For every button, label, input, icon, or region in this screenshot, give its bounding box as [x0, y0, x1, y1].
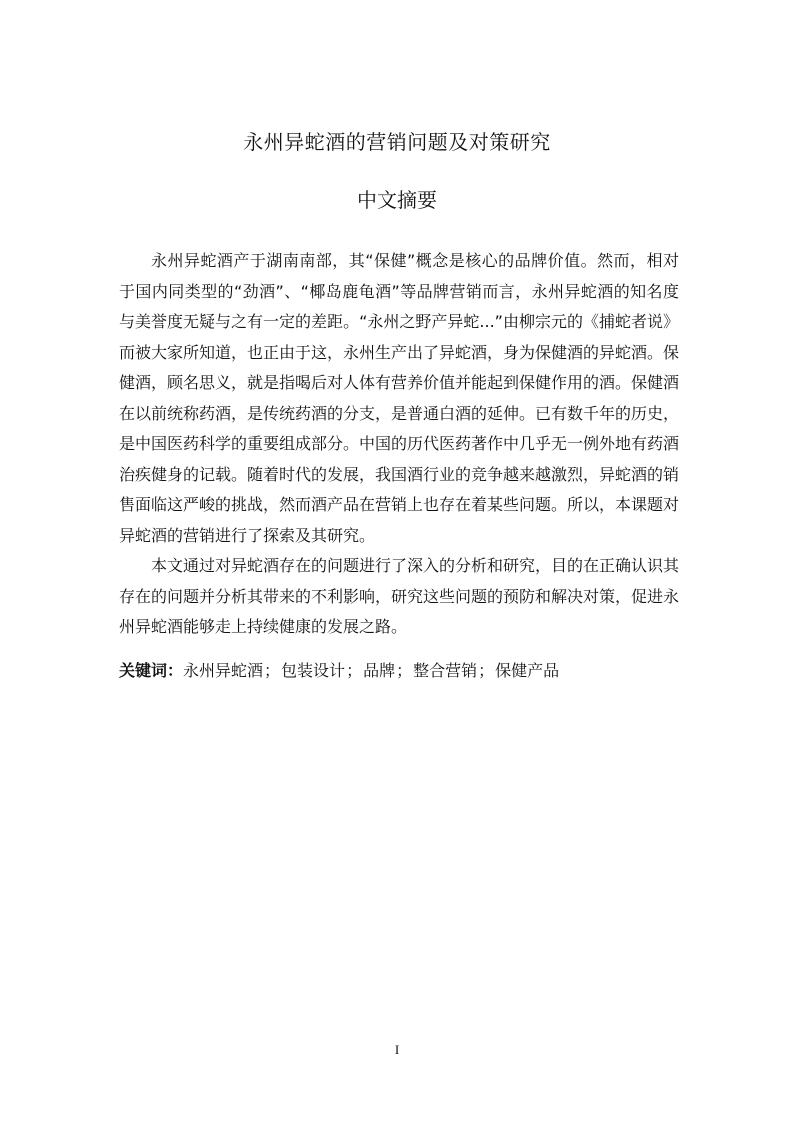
keyword-item: 品牌: [363, 661, 396, 680]
abstract-body: [119, 246, 679, 643]
keyword-separator: ；: [478, 661, 495, 680]
page-number: I: [394, 1042, 400, 1057]
paper-title: 永州异蛇酒的营销问题及对策研究: [243, 130, 551, 154]
abstract-heading: 中文摘要: [357, 188, 437, 212]
abstract-paragraph-1: 永州异蛇酒产于湖南南部，其“保健”概念是核心的品牌价值。然而，相对于国内同类型的“劲酒”、“椰岛鹿龟酒”等品牌营销而言，永州异蛇酒的知名度与美誉度无疑与之有一定的差距。“永州之野产异蛇...”由柳宗元的《捕蛇者说》而被大家所知道，也正由于这，永州生产出了异蛇酒，身为保健酒的异蛇酒。保健酒，顾名思义，就是指喝后对人体有营养价值并能起到保健作用的酒。保健酒在以前统称药酒，是传统药酒的分支，是普通白酒的延伸。已有数千年的历史，是中国医药科学的重要组成部分。中国的历代医药著作中几乎无一例外地有药酒治疾健身的记载。随着时代的发展，我国酒行业的竞争越来越激烈，异蛇酒的销售面临这严峻的挑战，然而酒产品在营销上也存在着某些问题。所以，本课题对异蛇酒的营销进行了探索及其研究。: [119, 251, 680, 545]
keyword-separator: ；: [346, 661, 363, 680]
keyword-item: 保健产品: [495, 661, 560, 680]
abstract-paragraph-2: 本文通过对异蛇酒存在的问题进行了深入的分析和研究，目的在正确认识其存在的问题并分析其带来的不利影响，研究这些问题的预防和解决对策，促进永州异蛇酒能够走上持续健康的发展之路。: [119, 556, 680, 636]
keyword-item: 整合营销: [413, 661, 478, 680]
keywords-label: 关键词：: [119, 661, 184, 680]
keyword-separator: ；: [396, 661, 413, 680]
keyword-item: 永州异蛇酒: [183, 661, 264, 680]
keyword-item: 包装设计: [281, 661, 346, 680]
keywords-line: [119, 656, 679, 686]
keyword-separator: ；: [264, 661, 281, 680]
